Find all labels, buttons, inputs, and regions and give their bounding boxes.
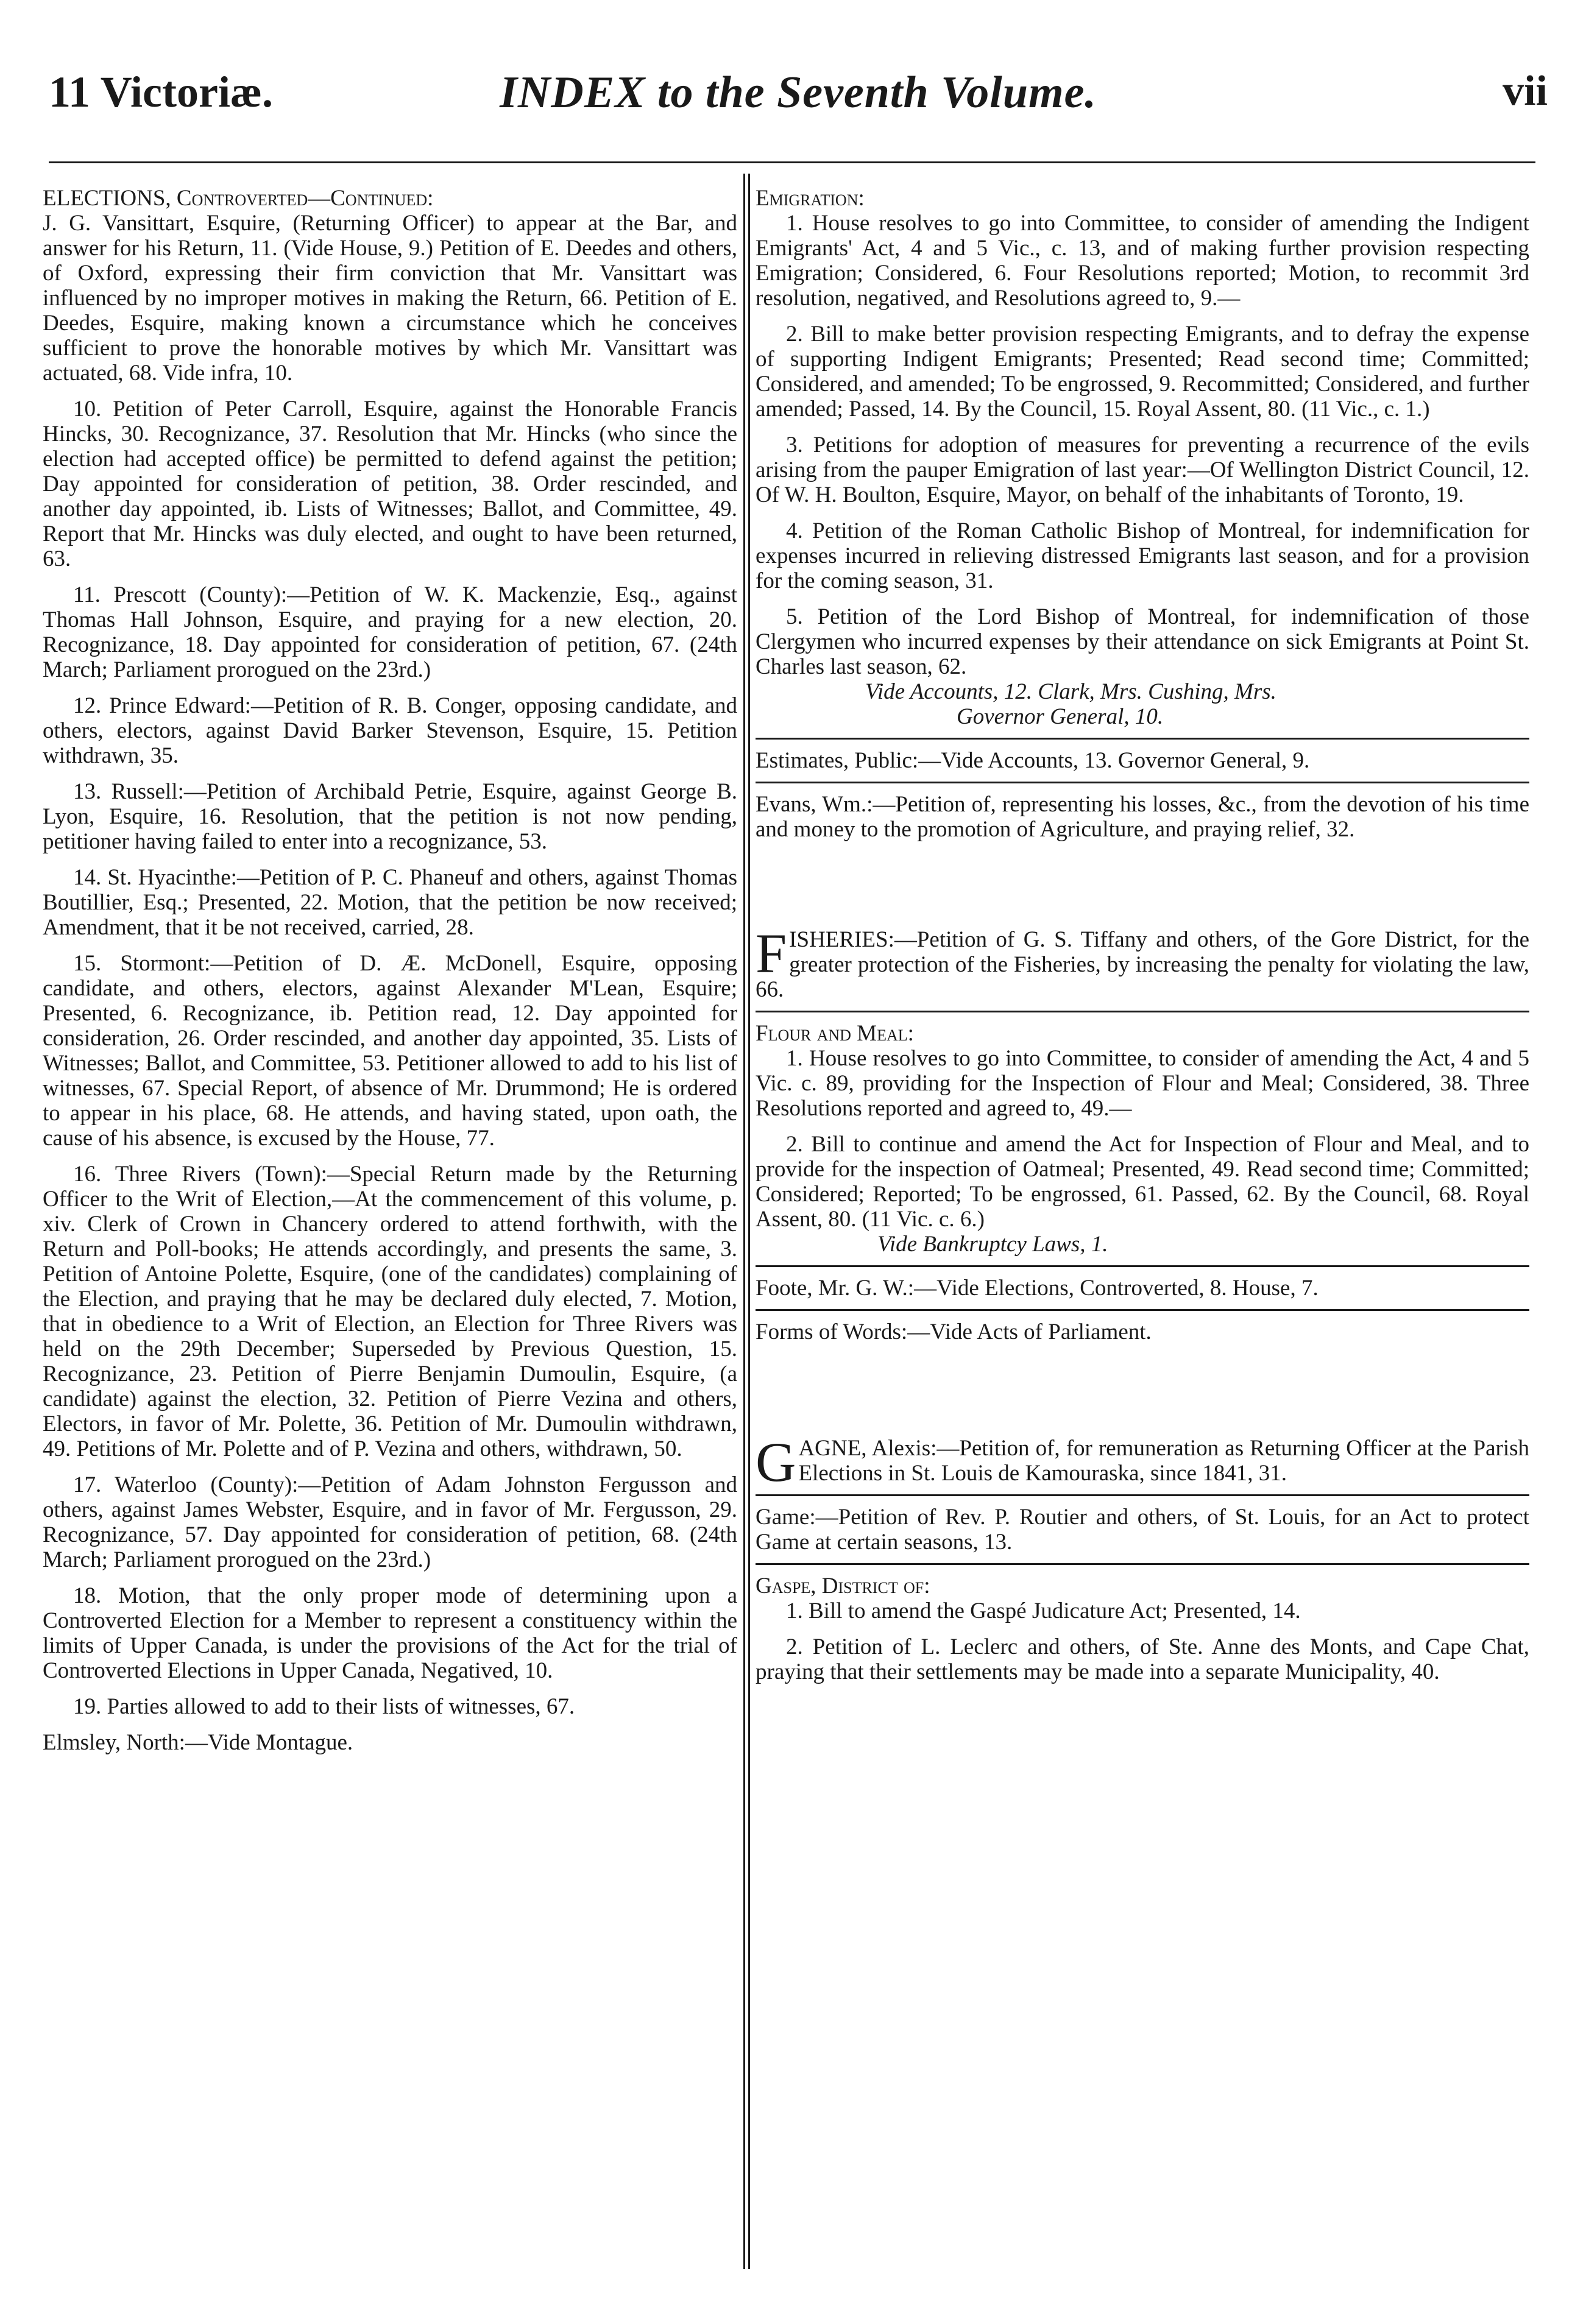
index-entry-elmsley: Elmsley, North:—Vide Montague. (43, 1730, 353, 1755)
cross-reference: Vide Accounts, 12. Clark, Mrs. Cushing, Mrs. (865, 679, 1276, 704)
drop-cap-f: F (756, 922, 787, 984)
index-entry: 1. Bill to amend the Gaspé Judicature Act; Presented, 14. (786, 1598, 1301, 1623)
index-entry: 4. Petition of the Roman Catholic Bishop of Montreal, for indemnification for expenses incurred in relieving distressed Emigrants last season, and for a provision for the coming season, 31. (756, 518, 1529, 593)
left-column (43, 186, 737, 2269)
index-entry: 2. Petition of L. Leclerc and others, of Ste. Anne des Monts, and Cape Chat, praying that their settlements may be made into a separate Municipality, 40. (756, 1634, 1529, 1684)
index-entry-evans: Evans, Wm.:—Petition of, representing his losses, &c., from the devotion of his time and money to the promotion of Agriculture, and praying relief, 32. (756, 792, 1529, 842)
index-entry: 16. Three Rivers (Town):—Special Return made by the Returning Officer to the Writ of Election,—At the commencement of this volume, p. xiv. Clerk of Crown in Chancery ordered to attend forthwith, with the Return and Poll-books; He attends accordingly, and presents the same, 3. Petition of Antoine Polette, Esquire, (one of the candidates) complaining of the Election, and praying that he may be declared duly elected, 7. Motion, that in obedience to a Writ of Election, an Election for Three Rivers was held on the 29th December; Superseded by Previous Question, 15. Recognizance, 23. Petition of Pierre Benjamin Dumoulin, Esquire, (a candidate) against the election, 32. Petition of Pierre Vezina and others, Electors, in favor of Mr. Polette, 36. Petition of Mr. Dumoulin withdrawn, 49. Petitions of Mr. Polette and of P. Vezina and others, withdrawn, 50. (43, 1162, 737, 1461)
cross-reference: Governor General, 10. (957, 704, 1164, 729)
running-header (43, 67, 1554, 134)
index-entry: 14. St. Hyacinthe:—Petition of P. C. Phaneuf and others, against Thomas Boutillier, Esq.; Presented, 22. Motion, that the petition be now received; Amendment, that it be not received, carried, 28. (43, 865, 737, 940)
index-entry-estimates: Estimates, Public:—Vide Accounts, 13. Governor General, 9. (756, 748, 1310, 773)
index-entry: 11. Prescott (County):—Petition of W. K. Mackenzie, Esq., against Thomas Hall Johnson, Esquire, and praying for a new election, 20. Recognizance, 18. Day appointed for consideration of petition, 67. (24th March; Parliament prorogued on the 23rd.) (43, 582, 737, 682)
entry-separator (756, 782, 1529, 783)
header-rule (49, 161, 1535, 163)
index-entry: 19. Parties allowed to add to their lists of witnesses, 67. (73, 1694, 575, 1719)
index-entry-forms: Forms of Words:—Vide Acts of Parliament. (756, 1319, 1152, 1344)
index-entry-fisheries: FISHERIES:—Petition of G. S. Tiffany and others, of the Gore District, for the greater protection of the Fisheries, by increasing the penalty for violating the law, 66. (756, 922, 1529, 1002)
index-entry-gagne: GAGNE, Alexis:—Petition of, for remuneration as Returning Officer at the Parish Elections in St. Louis de Kamouraska, since 1841, 31. (756, 1431, 1529, 1493)
index-entry: 12. Prince Edward:—Petition of R. B. Conger, opposing candidate, and others, electors, against David Barker Stevenson, Esquire, 15. Petition withdrawn, 35. (43, 693, 737, 768)
entry-separator (756, 1494, 1529, 1496)
header-regnal-year: 11 Victoriæ. (49, 68, 273, 116)
index-entry: 18. Motion, that the only proper mode of determining upon a Controverted Election for a Member to represent a constituency within the limits of Upper Canada, is under the provisions of the Act for the trial of Controverted Elections in Upper Canada, Negatived, 10. (43, 1583, 737, 1683)
index-entry: J. G. Vansittart, Esquire, (Returning Officer) to appear at the Bar, and answer for his Return, 11. (Vide House, 9.) Petition of E. Deedes and others, of Oxford, expressing their firm conviction that Mr. Vansittart was influenced by no improper motives in making the Return, 66. Petition of E. Deedes, Esquire, making known a circumstance which he conceives sufficient to prove the honorable motives by which Mr. Vansittart was actuated, 68. Vide infra, 10. (43, 211, 737, 386)
entry-separator (756, 1011, 1529, 1012)
entry-separator (756, 1563, 1529, 1565)
right-column (756, 186, 1529, 2269)
section-heading-flour: Flour and Meal: (756, 1021, 914, 1046)
index-entry-foote: Foote, Mr. G. W.:—Vide Elections, Controverted, 8. House, 7. (756, 1276, 1319, 1301)
index-entry: 3. Petitions for adoption of measures for preventing a recurrence of the evils arising from the pauper Emigration of last year:—Of Wellington District Council, 12. Of W. H. Boulton, Esquire, Mayor, on behalf of the inhabitants of Toronto, 19. (756, 433, 1529, 507)
index-entry: 2. Bill to make better provision respecting Emigrants, and to defray the expense of supporting Indigent Emigrants; Presented; Read second time; Committed; Considered, and amended; To be engrossed, 9. Recommitted; Considered, and further amended; Passed, 14. By the Council, 15. Royal Assent, 80. (11 Vic., c. 1.) (756, 322, 1529, 422)
drop-cap-g: G (756, 1431, 796, 1493)
column-divider-left (743, 174, 745, 2269)
entry-separator (756, 738, 1529, 740)
index-entry: 10. Petition of Peter Carroll, Esquire, against the Honorable Francis Hincks, 30. Recognizance, 37. Resolution that Mr. Hincks (who since the election had accepted office) be permitted to defend against the petition; Day appointed for consideration of petition, 38. Order rescinded, and another day appointed, ib. Lists of Witnesses; Ballot, and Committee, 49. Report that Mr. Hincks was duly elected, and ought to have been returned, 63. (43, 397, 737, 571)
index-entry: 17. Waterloo (County):—Petition of Adam Johnston Fergusson and others, against James Webster, Esquire, and in favor of Mr. Fergusson, 29. Recognizance, 57. Day appointed for consideration of petition, 68. (24th March; Parliament prorogued on the 23rd.) (43, 1472, 737, 1572)
section-heading-gaspe: Gaspe, District of: (756, 1573, 930, 1598)
header-page-number: vii (1503, 68, 1548, 115)
header-title: INDEX to the Seventh Volume. (500, 68, 1097, 118)
cross-reference: Vide Bankruptcy Laws, 1. (877, 1232, 1108, 1257)
index-entry: 1. House resolves to go into Committee, to consider of amending the Act, 4 and 5 Vic. c. 89, providing for the Inspection of Flour and Meal; Considered, 38. Three Resolutions reported and agreed to, 49.— (756, 1046, 1529, 1121)
index-entry: 1. House resolves to go into Committee, to consider of amending the Indigent Emigrants' Act, 4 and 5 Vic., c. 13, and of making further provision respecting Emigration; Considered, 6. Four Resolutions reported; Motion, to recommit 3rd resolution, negatived, and Resolutions agreed to, 9.— (756, 211, 1529, 311)
section-heading-emigration: Emigration: (756, 186, 865, 211)
index-entry: 5. Petition of the Lord Bishop of Montreal, for indemnification of those Clergymen who incurred expenses by their attendance on sick Emigrants at Point St. Charles last season, 62. (756, 604, 1529, 679)
index-entry: 13. Russell:—Petition of Archibald Petrie, Esquire, against George B. Lyon, Esquire, 16. Resolution, that the petition is not now pending, petitioner having failed to enter into a recognizance, 53. (43, 779, 737, 854)
entry-separator (756, 1309, 1529, 1311)
index-entry: 15. Stormont:—Petition of D. Æ. McDonell, Esquire, opposing candidate, and others, electors, against Alexander M'Lean, Esquire; Presented, 6. Recognizance, ib. Petition read, 12. Day appointed for consideration, 26. Order rescinded, and another day appointed, 35. Lists of Witnesses; Ballot, and Committee, 53. Petitioner allowed to add to his list of witnesses, 67. Special Report, of absence of Mr. Drummond; He is ordered to appear in his place, 68. He attends, and having stated, upon oath, the cause of his absence, is excused by the House, 77. (43, 951, 737, 1151)
section-heading-elections: ELECTIONS, Controverted—Continued: (43, 186, 434, 211)
column-divider-right (748, 174, 750, 2269)
entry-separator (756, 1265, 1529, 1267)
index-entry: 2. Bill to continue and amend the Act for Inspection of Flour and Meal, and to provide for the inspection of Oatmeal; Presented, 49. Read second time; Committed; Considered; Reported; To be engrossed, 61. Passed, 62. By the Council, 68. Royal Assent, 80. (11 Vic. c. 6.) (756, 1132, 1529, 1232)
index-entry-game: Game:—Petition of Rev. P. Routier and others, of St. Louis, for an Act to protect Game at certain seasons, 13. (756, 1505, 1529, 1555)
